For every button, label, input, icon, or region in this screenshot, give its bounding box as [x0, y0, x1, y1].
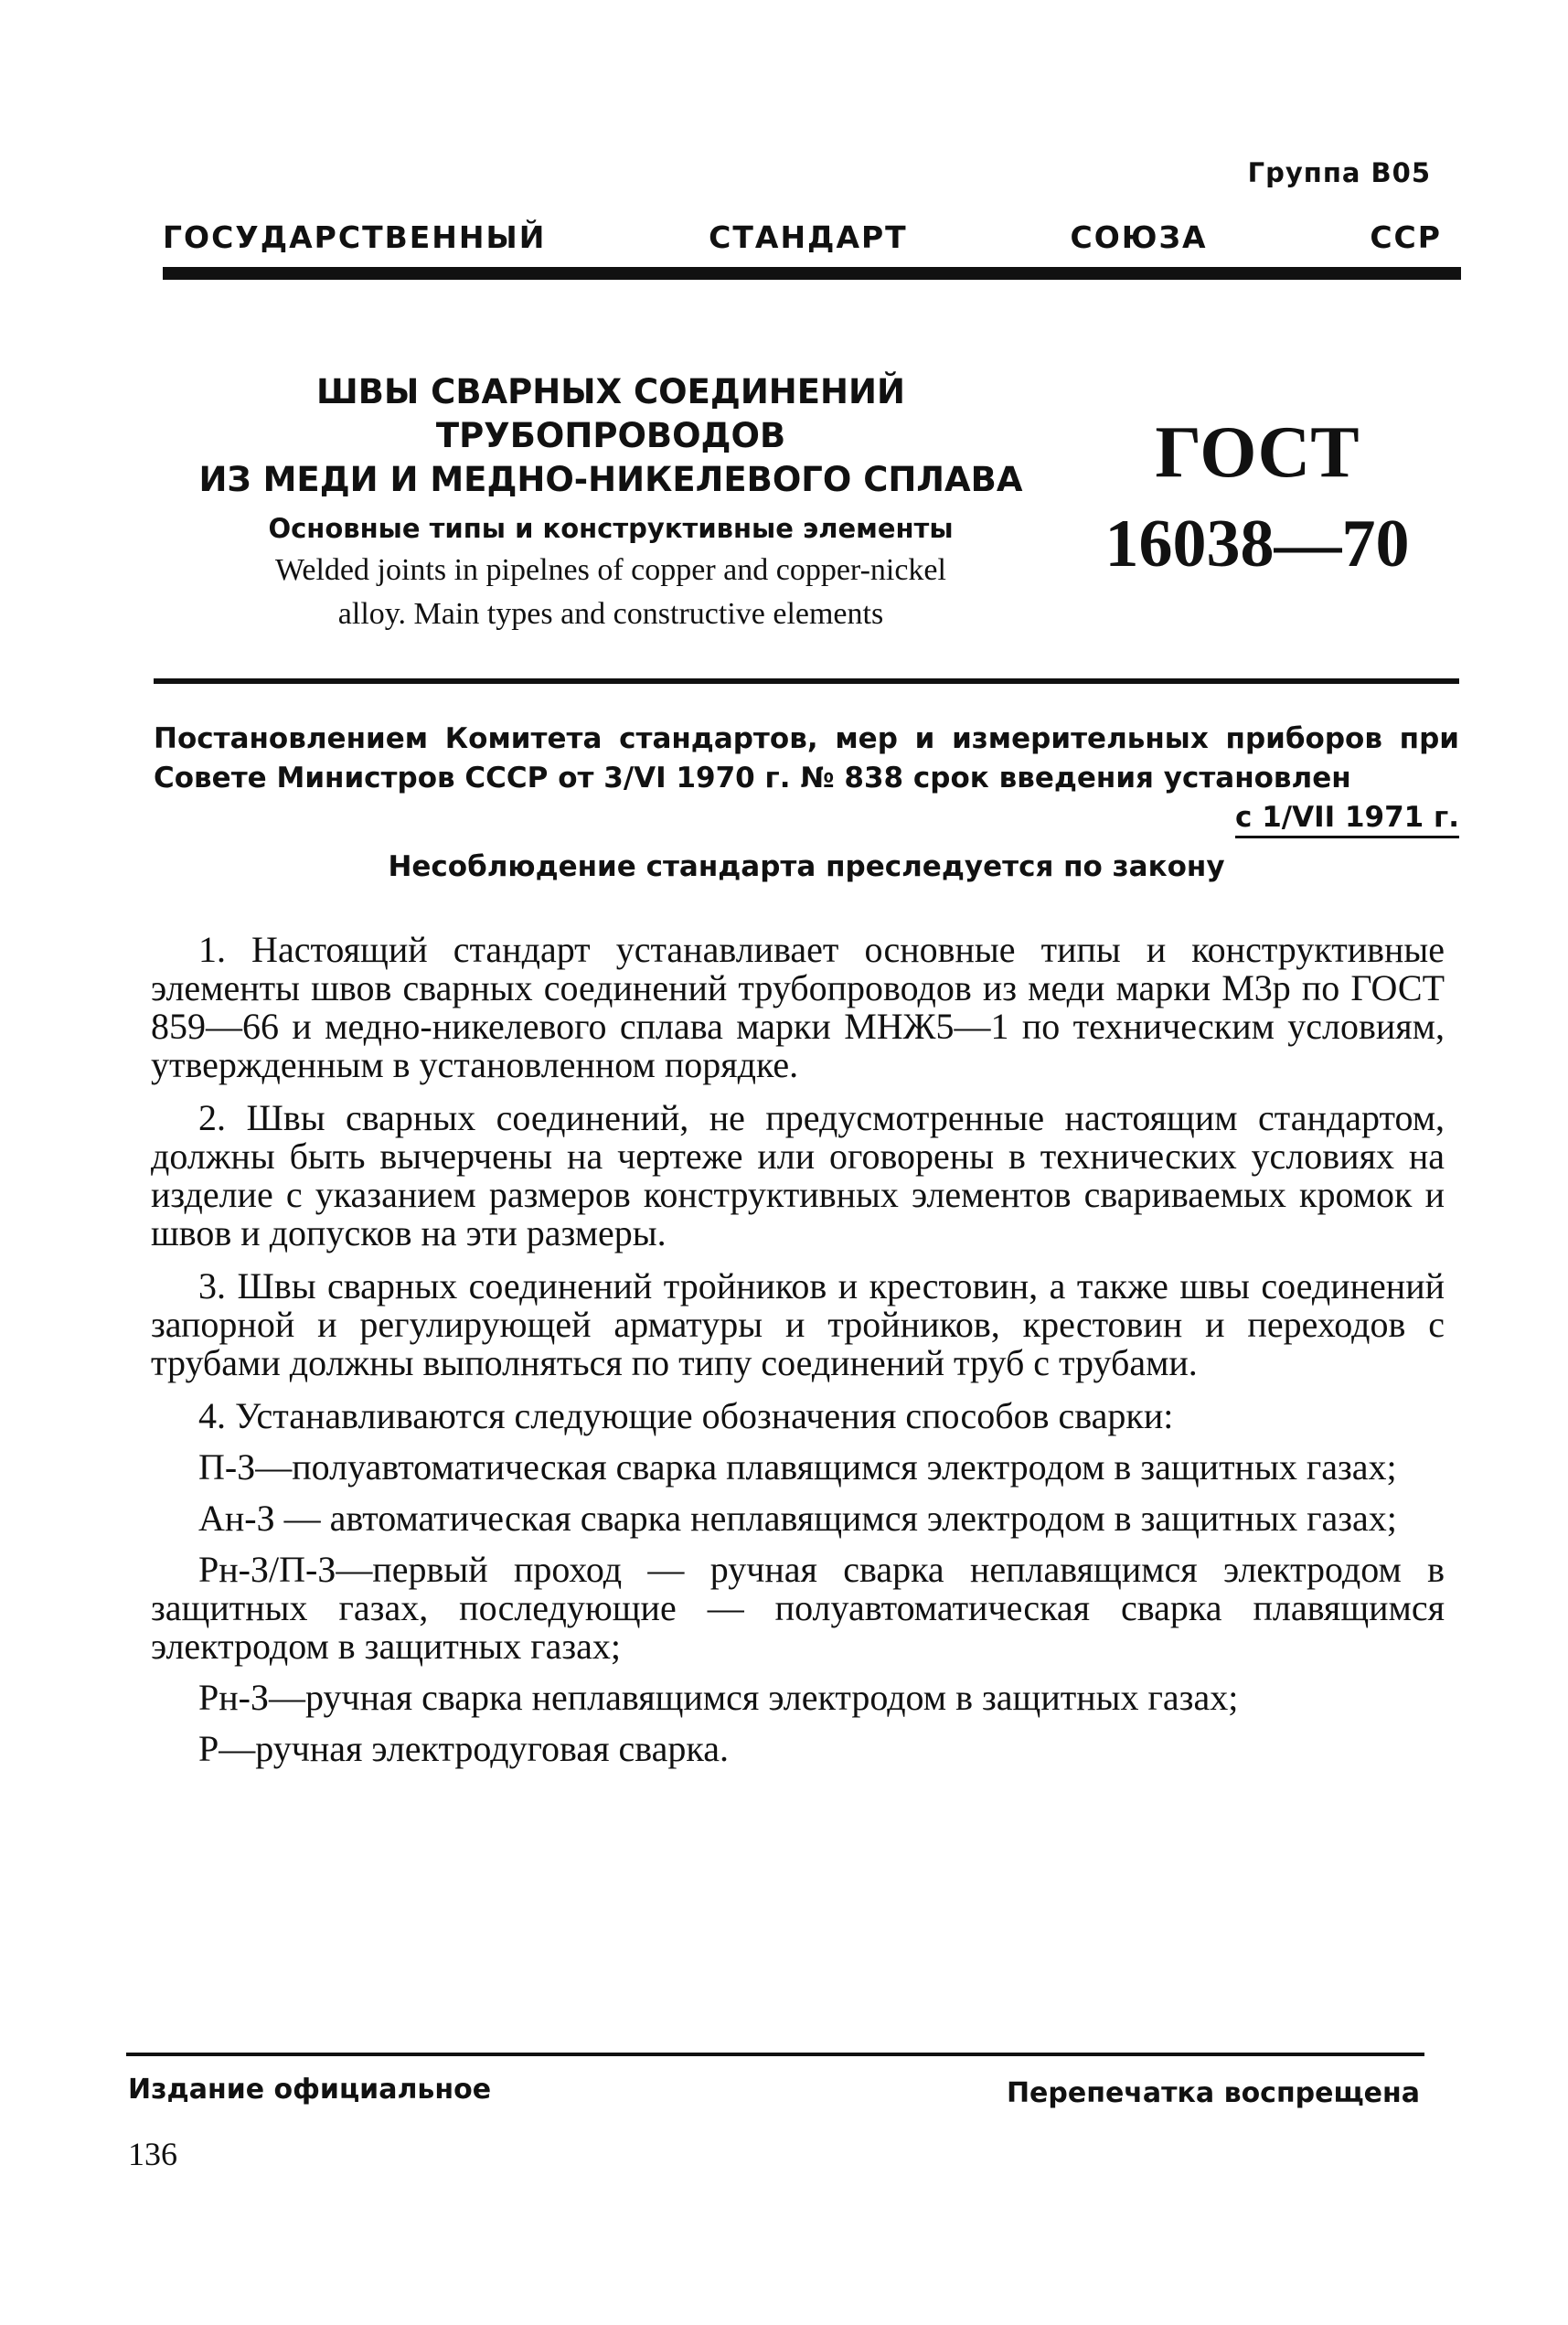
welding-method-item: Ан-З — автоматическая сварка неплавящимся электродом в защитных газах; — [198, 1498, 1397, 1539]
state-standard-title — [163, 219, 1442, 255]
title-line-2: ИЗ МЕДИ И МЕДНО-НИКЕЛЕВОГО СПЛАВА — [198, 460, 1023, 499]
reprint-prohibited-note: Перепечатка воспрещена — [1006, 2077, 1420, 2109]
state-title-word: ГОСУДАРСТВЕННЫЙ — [163, 219, 547, 255]
group-code: Группа В05 — [1247, 157, 1431, 188]
welding-method-item: Р—ручная электродуговая сварка. — [198, 1728, 729, 1769]
english-title-line-2: alloy. Main types and constructive elements — [337, 597, 884, 631]
official-edition-note: Издание официальное — [128, 2074, 492, 2106]
gost-number: 16038—70 — [1104, 507, 1410, 581]
subtitle: Основные типы и конструктивные элементы — [268, 513, 954, 544]
welding-method-item: Рн-З/П-З—первый проход — ручная сварка неплавящимся электродом в защитных газах, последующие — полуавтоматическая сварка плавящимся электродом в защитных газах; — [151, 1549, 1445, 1667]
header-divider — [154, 678, 1459, 684]
paragraph: 4. Устанавливаются следующие обозначения способов сварки: — [198, 1395, 1174, 1436]
paragraph: 1. Настоящий стандарт устанавливает основные типы и конструктивные элементы швов сварных соединений трубопроводов из меди марки М3р по ГОСТ 859—66 и медно-никелевого сплава марки МНЖ5—1 по техническим условиям, утвержденным в установленном порядке. — [151, 929, 1445, 1085]
top-divider — [163, 267, 1461, 280]
english-title-line-1: Welded joints in pipelnes of copper and copper-nickel — [275, 553, 946, 587]
gost-designation — [1102, 407, 1413, 590]
standard-header — [181, 370, 1040, 632]
state-title-word: ССР — [1370, 219, 1442, 255]
paragraph: 3. Швы сварных соединений тройников и крестовин, а также швы соединений запорной и регулирующей арматуры и тройников, крестовин и переходов с трубами должны выполняться по типу соединений труб с трубами. — [151, 1265, 1445, 1383]
footer-divider — [126, 2053, 1424, 2056]
paragraph: 2. Швы сварных соединений, не предусмотренные настоящим стандартом, должны быть вычерчены на чертеже или оговорены в технических условиях на изделие с указанием размеров конструктивных элементов свариваемых кромок и швов и допусков на эти размеры. — [151, 1097, 1445, 1253]
state-title-word: СОЮЗА — [1070, 219, 1208, 255]
decree-block — [154, 720, 1459, 837]
state-title-word: СТАНДАРТ — [709, 219, 908, 255]
page-number: 136 — [128, 2136, 177, 2172]
effective-date: с 1/VII 1971 г. — [1235, 801, 1459, 838]
welding-method-item: П-З—полуавтоматическая сварка плавящимся электродом в защитных газах; — [198, 1446, 1397, 1488]
gost-label: ГОСТ — [1155, 412, 1360, 493]
decree-text: Постановлением Комитета стандартов, мер и измерительных приборов при Совете Министров СССР от 3/VI 1970 г. № 838 срок введения установлен — [154, 722, 1459, 795]
document-body — [151, 931, 1445, 1781]
law-notice: Несоблюдение стандарта преследуется по закону — [388, 850, 1225, 883]
welding-method-item: Рн-З—ручная сварка неплавящимся электродом в защитных газах; — [198, 1677, 1239, 1718]
title-line-1: ШВЫ СВАРНЫХ СОЕДИНЕНИЙ ТРУБОПРОВОДОВ — [316, 372, 905, 455]
